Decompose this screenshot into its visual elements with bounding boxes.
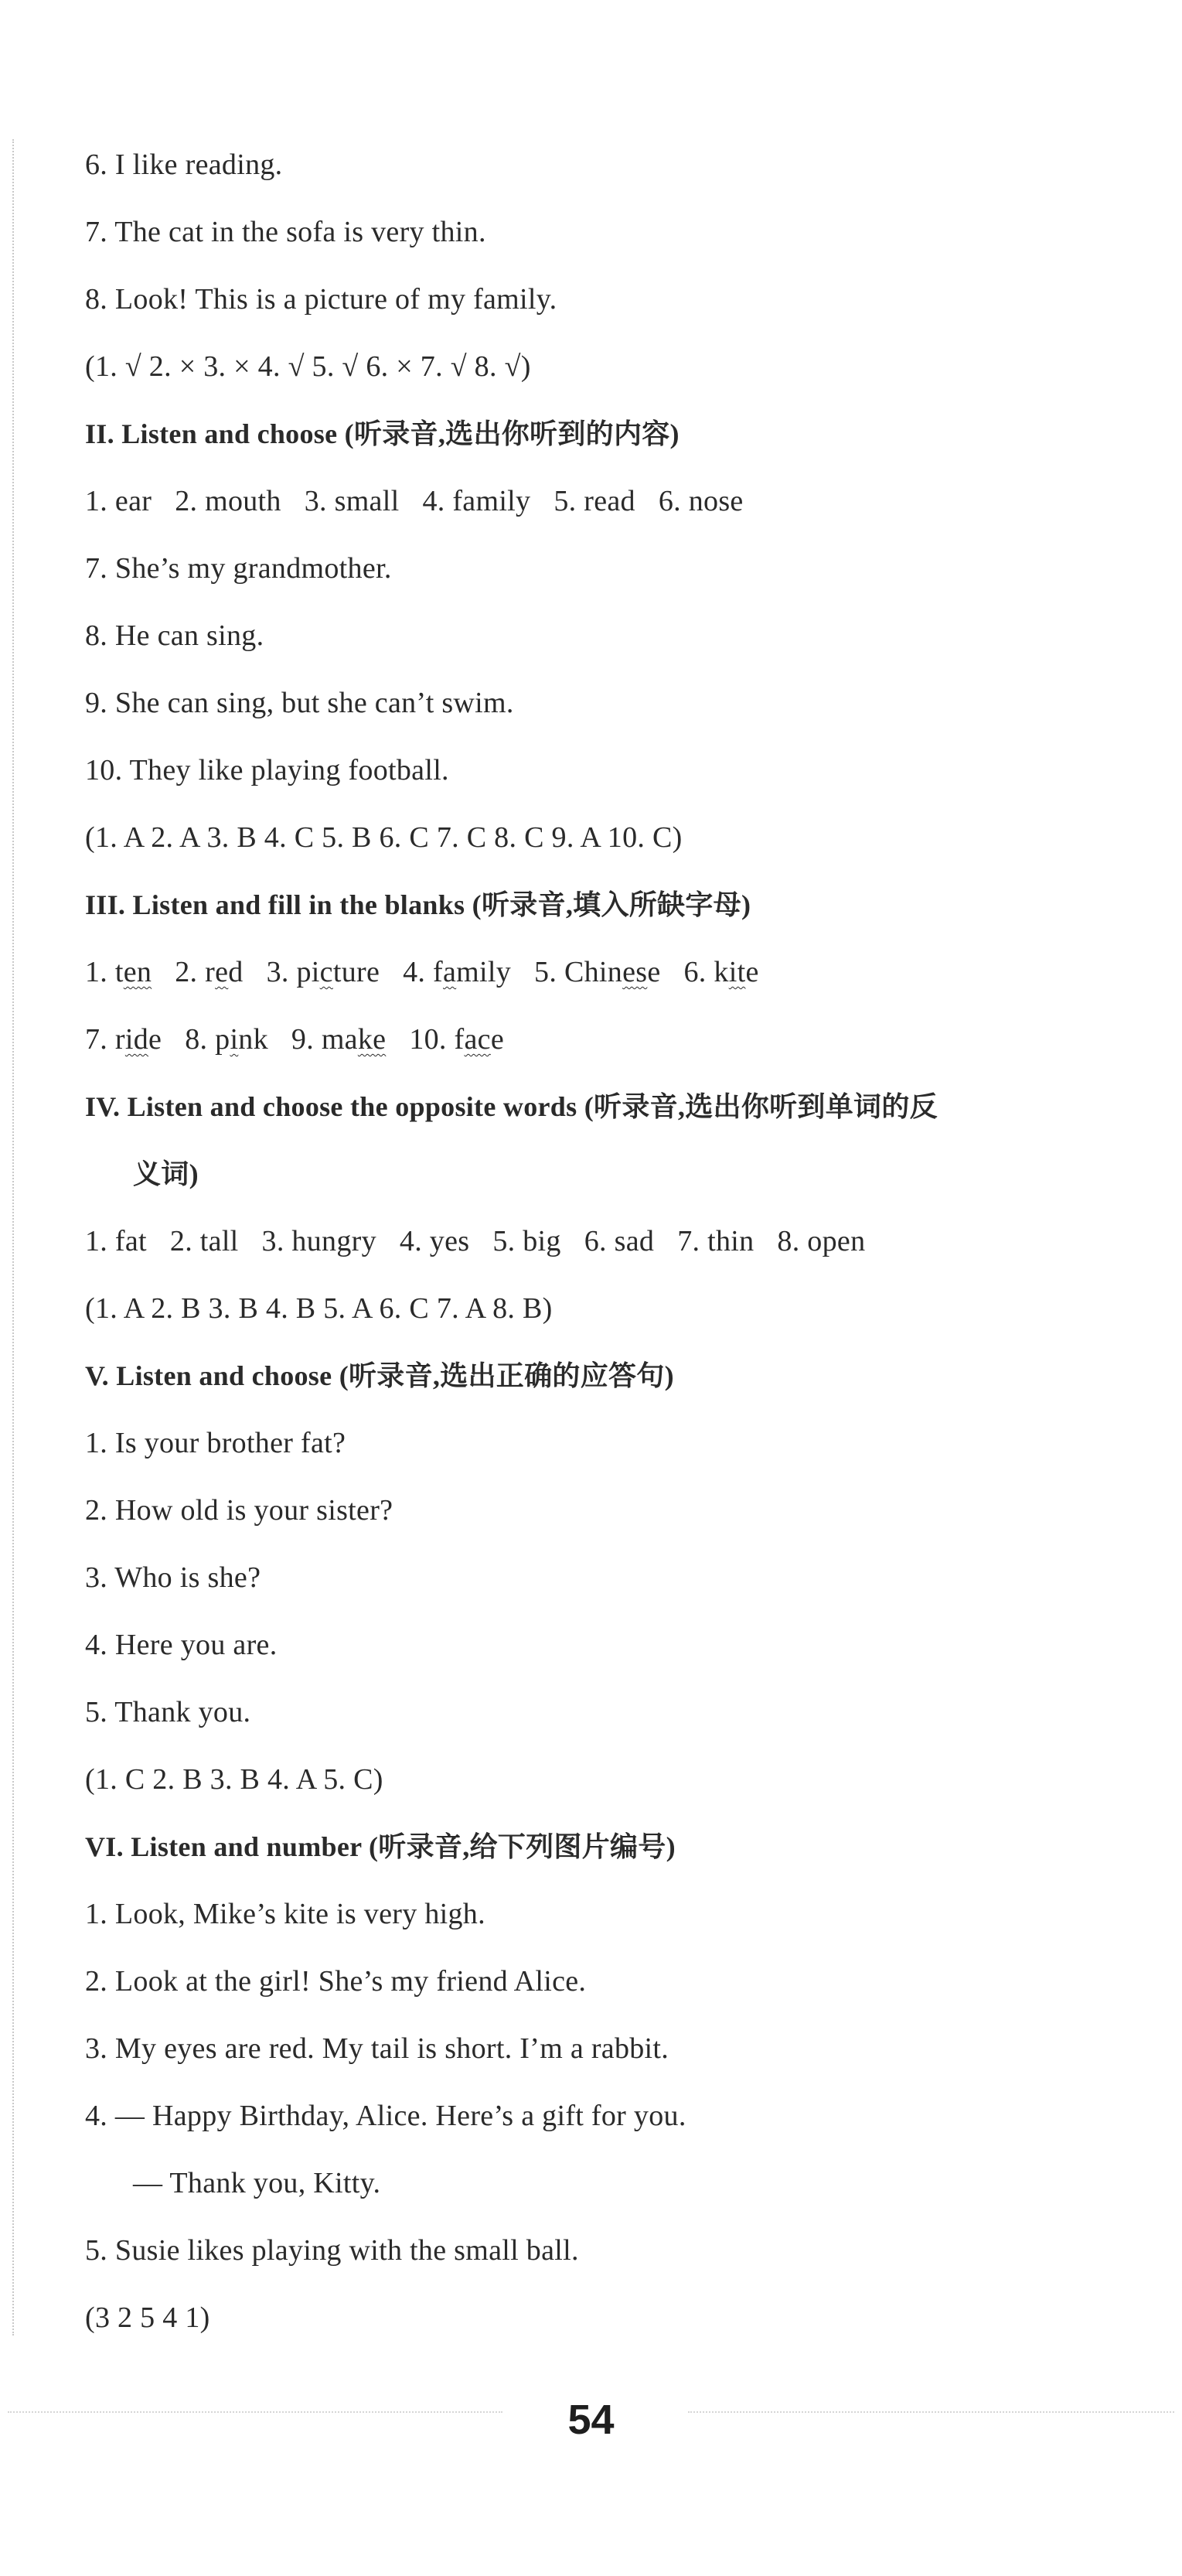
section-ii-heading: II. Listen and choose (听录音,选出你听到的内容): [85, 418, 680, 449]
word-item: 2. tall: [169, 1225, 239, 1257]
word-item: 1. fat: [85, 1225, 147, 1257]
section-iv-word-list: [85, 1208, 1121, 1275]
page-number: 54: [567, 2397, 615, 2443]
fill-word: 8. pink: [185, 1023, 268, 1056]
missing-letters: en: [123, 956, 152, 988]
fill-word: 3. picture: [266, 956, 380, 988]
missing-letters: a: [443, 956, 457, 988]
fill-word: 1. ten: [85, 956, 152, 988]
word-item: 6. sad: [584, 1225, 655, 1257]
section-ii-sentence-7: 7. She’s my grandmother.: [85, 552, 392, 585]
fill-word: 9. make: [291, 1023, 387, 1056]
missing-letters: ke: [357, 1023, 387, 1056]
word-item: 5. big: [492, 1225, 561, 1257]
margin-dotted-line: [12, 139, 14, 2335]
fill-word: 10. face: [409, 1023, 504, 1056]
section-v-sentence-1: 1. Is your brother fat?: [85, 1427, 346, 1459]
sentence-7: 7. The cat in the sofa is very thin.: [85, 216, 486, 248]
sentence-6: 6. I like reading.: [85, 148, 283, 181]
missing-letters: c: [319, 956, 333, 988]
fill-word: 5. Chinese: [534, 956, 661, 988]
section-ii-sentence-8: 8. He can sing.: [85, 619, 264, 652]
word-item: 1. ear: [85, 485, 152, 517]
missing-letters: e: [215, 956, 229, 988]
fill-word: 4. family: [403, 956, 512, 988]
section-ii-sentence-9: 9. She can sing, but she can’t swim.: [85, 687, 514, 719]
section-vi-sentence-4-reply: — Thank you, Kitty.: [133, 2167, 381, 2199]
section-v-sentence-2: 2. How old is your sister?: [85, 1494, 393, 1527]
fill-word: 7. ride: [85, 1023, 162, 1056]
section-v-sentence-5: 5. Thank you.: [85, 1696, 251, 1728]
section-iii-row-1: [85, 939, 1121, 1006]
section-ii-word-list: [85, 468, 1121, 535]
word-item: 7. thin: [677, 1225, 755, 1257]
section-vi-sentence-4: 4. — Happy Birthday, Alice. Here’s a gift for you.: [85, 2100, 686, 2132]
missing-letters: i: [230, 1023, 239, 1056]
missing-letters: id: [124, 1023, 149, 1056]
section-ii-answers: (1. A 2. A 3. B 4. C 5. B 6. C 7. C 8. C 9. A 10. C): [85, 821, 683, 854]
section-vi-answers: (3 2 5 4 1): [85, 2301, 210, 2334]
section-iv-answers: (1. A 2. B 3. B 4. B 5. A 6. C 7. A 8. B): [85, 1292, 553, 1325]
section-vi-sentence-3: 3. My eyes are red. My tail is short. I’m a rabbit.: [85, 2032, 669, 2065]
fill-word: 6. kite: [683, 956, 759, 988]
missing-letters: it: [728, 956, 746, 988]
section-v-sentence-4: 4. Here you are.: [85, 1629, 278, 1661]
section-vi-sentence-5: 5. Susie likes playing with the small ball.: [85, 2234, 579, 2267]
missing-letters: es: [622, 956, 648, 988]
fill-word: 2. red: [175, 956, 244, 988]
word-item: 3. small: [304, 485, 400, 517]
section-vi-heading: VI. Listen and number (听录音,给下列图片编号): [85, 1831, 676, 1862]
answer-content: [85, 131, 1121, 2352]
word-item: 2. mouth: [175, 485, 281, 517]
word-item: 5. read: [554, 485, 635, 517]
missing-letters: ac: [464, 1023, 491, 1056]
word-item: 3. hungry: [261, 1225, 376, 1257]
section-v-heading: V. Listen and choose (听录音,选出正确的应答句): [85, 1360, 674, 1391]
section-iv-heading-continued: 义词): [133, 1158, 199, 1189]
section-vi-sentence-1: 1. Look, Mike’s kite is very high.: [85, 1898, 485, 1930]
section-vi-sentence-2: 2. Look at the girl! She’s my friend Alice.: [85, 1965, 587, 1998]
section-v-sentence-3: 3. Who is she?: [85, 1561, 261, 1594]
word-item: 4. yes: [399, 1225, 470, 1257]
sentence-8: 8. Look! This is a picture of my family.: [85, 283, 557, 316]
word-item: 8. open: [777, 1225, 866, 1257]
section-iii-heading: III. Listen and fill in the blanks (听录音,填入所缺字母): [85, 889, 751, 920]
section-iv-heading: IV. Listen and choose the opposite words (听录音,选出你听到单词的反: [85, 1091, 938, 1122]
section-i-answers: (1. √ 2. × 3. × 4. √ 5. √ 6. × 7. √ 8. √): [85, 350, 531, 383]
section-iii-row-2: [85, 1006, 1121, 1073]
section-ii-sentence-10: 10. They like playing football.: [85, 754, 449, 786]
section-v-answers: (1. C 2. B 3. B 4. A 5. C): [85, 1763, 383, 1796]
word-item: 6. nose: [658, 485, 744, 517]
word-item: 4. family: [422, 485, 531, 517]
